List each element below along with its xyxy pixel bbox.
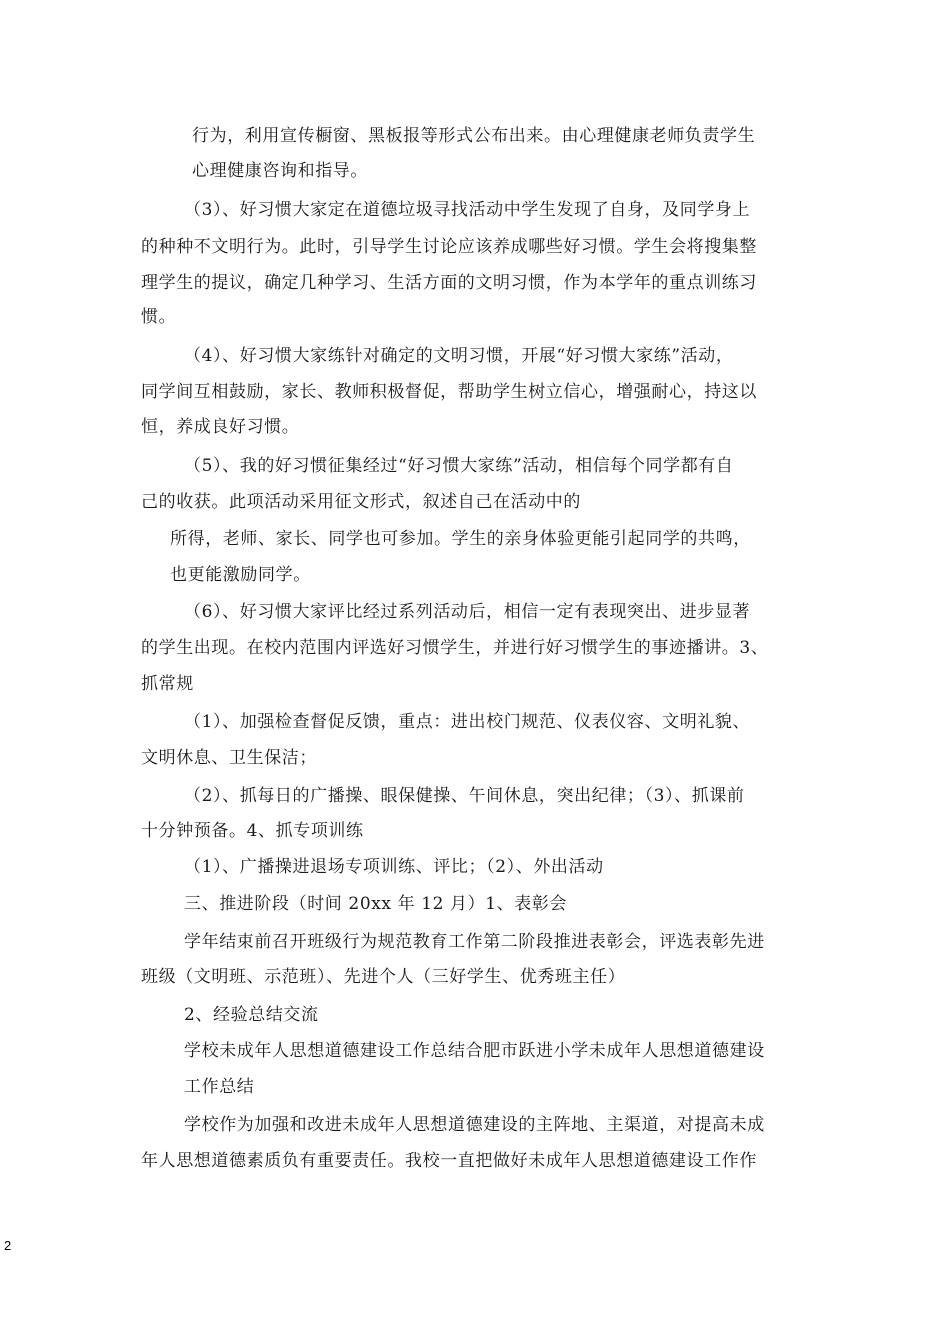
text-line: 抓常规 bbox=[141, 674, 194, 694]
text-line: （3）、好习惯大家定在道德垃圾寻找活动中学生发现了自身，及同学身上 bbox=[184, 200, 751, 220]
text-line: 行为，利用宣传橱窗、黑板报等形式公布出来。由心理健康老师负责学生 bbox=[192, 126, 756, 146]
text-line: 所得，老师、家长、同学也可参加。学生的亲身体验更能引起同学的共鸣， bbox=[170, 529, 751, 549]
text-line: 心理健康咨询和指导。 bbox=[192, 161, 368, 181]
page-number: 2 bbox=[4, 1238, 12, 1253]
text-line: （1）、广播操进退场专项训练、评比；（2）、外出活动 bbox=[184, 857, 604, 877]
text-line: （1）、加强检查督促反馈，重点：进出校门规范、仪表仪容、文明礼貌、 bbox=[184, 712, 751, 732]
text-line: （4）、好习惯大家练针对确定的文明习惯，开展“好习惯大家练”活动， bbox=[184, 346, 734, 366]
text-line: 的种种不文明行为。此时，引导学生讨论应该养成哪些好习惯。学生会将搜集整 bbox=[141, 237, 757, 257]
text-line: 班级（文明班、示范班）、先进个人（三好学生、优秀班主任） bbox=[141, 967, 626, 987]
text-line: 文明休息、卫生保洁； bbox=[141, 748, 317, 768]
text-line: 学校未成年人思想道德建设工作总结合肥市跃进小学未成年人思想道德建设 bbox=[184, 1041, 765, 1061]
text-line: （5）、我的好习惯征集经过“好习惯大家练”活动，相信每个同学都有自 bbox=[184, 456, 734, 476]
text-line: 己的收获。此项活动采用征文形式，叙述自己在活动中的 bbox=[141, 492, 581, 512]
text-line: 也更能激励同学。 bbox=[170, 565, 311, 585]
text-line: （2）、抓每日的广播操、眼保健操、午间休息，突出纪律；（3）、抓课前 bbox=[184, 786, 745, 806]
text-line: 惯。 bbox=[141, 307, 177, 327]
text-line: 年人思想道德素质负有重要责任。我校一直把做好未成年人思想道德建设工作作 bbox=[141, 1151, 757, 1171]
text-line: 理学生的提议，确定几种学习、生活方面的文明习惯，作为本学年的重点训练习 bbox=[141, 273, 757, 293]
text-line: 学年结束前召开班级行为规范教育工作第二阶段推进表彰会，评选表彰先进 bbox=[184, 932, 765, 952]
text-line: 学校作为加强和改进未成年人思想道德建设的主阵地、主渠道，对提高未成 bbox=[184, 1115, 765, 1135]
text-line: 十分钟预备。4、抓专项训练 bbox=[141, 821, 364, 841]
text-line: 的学生出现。在校内范围内评选好习惯学生，并进行好习惯学生的事迹播讲。3、 bbox=[141, 638, 769, 658]
text-line: 同学间互相鼓励，家长、教师积极督促，帮助学生树立信心，增强耐心，持这以 bbox=[141, 382, 757, 402]
text-line: 三、推进阶段（时间 20xx 年 12 月）1、表彰会 bbox=[184, 894, 568, 914]
text-line: （6）、好习惯大家评比经过系列活动后，相信一定有表现突出、进步显著 bbox=[184, 602, 751, 622]
text-line: 工作总结 bbox=[184, 1077, 255, 1097]
text-line: 恒，养成良好习惯。 bbox=[141, 417, 300, 437]
text-line: 2、经验总结交流 bbox=[184, 1005, 319, 1025]
